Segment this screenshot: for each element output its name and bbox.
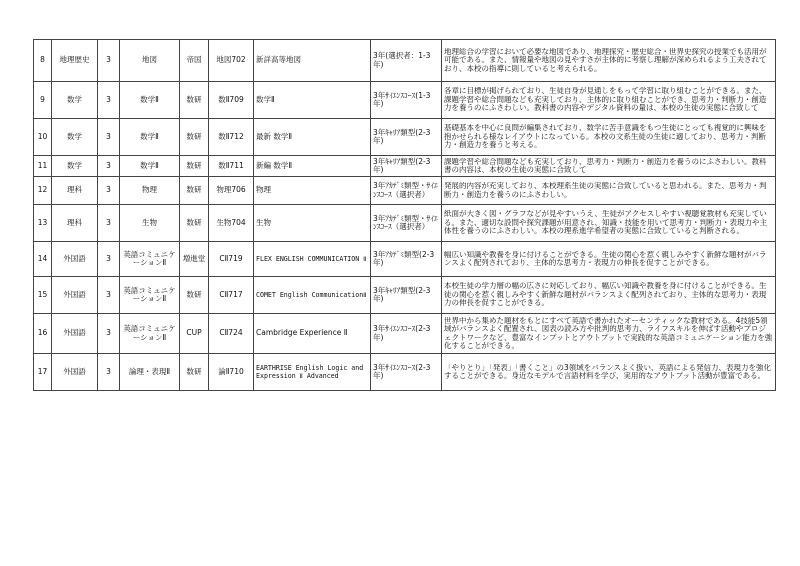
- row-number-text: 10: [37, 131, 48, 141]
- publisher-cell: [180, 242, 209, 277]
- subject-area-text: 外国語: [63, 366, 86, 376]
- grade-cell: [98, 354, 120, 391]
- textbook-code-text: 地図702: [216, 55, 246, 65]
- subject-area-cell: [52, 314, 98, 354]
- subject-text: 論理・表現Ⅱ: [128, 366, 171, 376]
- row-number-cell: [34, 156, 52, 177]
- subject-cell: [120, 119, 180, 156]
- textbook-code-text: 数Ⅱ712: [218, 131, 244, 141]
- selection-reason-text: 「やりとり」「発表」「書くこと」の3領域をバランスよく扱い、英語による発信力、表現力を強化することができる。身近なモデルで言語材料を学び、実用的なアウトプット活動が豊富である。: [444, 363, 772, 380]
- grade-text: 3: [106, 94, 111, 104]
- grade-text: 3: [106, 366, 111, 376]
- target-students-text: 3年ｱｶﾃﾞﾐ類型(2-3年): [373, 249, 435, 267]
- textbook-code-text: 数Ⅱ711: [218, 160, 244, 170]
- textbook-title-cell: [254, 314, 371, 354]
- textbook-code-text: 論Ⅱ710: [218, 366, 244, 376]
- row-number-text: 8: [40, 55, 45, 65]
- table-row: [34, 156, 776, 177]
- grade-cell: [98, 205, 120, 242]
- selection-reason-text: 紙面が大きく図・グラフなどが見やすいうえ、生徒がアクセスしやすい視聴覚教材も充実している。また、適切な設問や探究課題が用意され、知識・技能を用いて思考力・判断力・表現力や主体性を養うのにふさわしい。本校の理系進学希望者の実態に合致していると判断される。: [444, 210, 767, 236]
- table-row: [34, 314, 776, 354]
- selection-reason-cell: [442, 242, 776, 277]
- target-students-text: 3年ｱｶﾃﾞﾐ類型・ｻｲｴﾝｽｺｰｽ（選択者）: [373, 181, 438, 199]
- row-number-cell: [34, 205, 52, 242]
- publisher-text: 増進堂: [182, 253, 206, 263]
- grade-text: 3: [106, 328, 111, 338]
- subject-text: 地図: [142, 55, 157, 65]
- subject-area-cell: [52, 242, 98, 277]
- selection-reason-cell: [442, 40, 776, 82]
- row-number-text: 17: [37, 366, 48, 376]
- subject-area-text: 数学: [67, 94, 82, 104]
- textbook-title-cell: [254, 177, 371, 205]
- grade-cell: [98, 277, 120, 314]
- textbook-title-text: FLEX ENGLISH COMMUNICATION Ⅱ: [256, 254, 367, 263]
- textbook-title-cell: [254, 277, 371, 314]
- publisher-cell: [180, 119, 209, 156]
- target-students-cell: [371, 277, 442, 314]
- subject-text: 数学Ⅱ: [140, 131, 159, 141]
- subject-cell: [120, 242, 180, 277]
- row-number-text: 15: [37, 289, 48, 299]
- subject-text: 英語コミュニケーションⅡ: [123, 324, 176, 342]
- grade-cell: [98, 314, 120, 354]
- textbook-code-text: CⅡ724: [219, 328, 243, 338]
- selection-reason-text: 幅広い知識や教養を身に付けることができる。生徒の関心を惹く親しみやすく新鮮な題材がバランスよく配列されており、主体的な思考力・表現力の伸長を促すことができる。: [444, 250, 767, 267]
- subject-cell: [120, 156, 180, 177]
- grade-cell: [98, 242, 120, 277]
- textbook-title-cell: [254, 156, 371, 177]
- textbook-title-cell: [254, 40, 371, 82]
- textbook-code-cell: [209, 156, 254, 177]
- subject-cell: [120, 177, 180, 205]
- textbook-code-text: CⅡ719: [219, 253, 243, 263]
- table-row: [34, 40, 776, 82]
- selection-reason-cell: [442, 156, 776, 177]
- textbook-code-text: 数Ⅱ709: [218, 94, 244, 104]
- table-row: [34, 82, 776, 119]
- textbook-code-cell: [209, 354, 254, 391]
- grade-cell: [98, 40, 120, 82]
- table-row: [34, 205, 776, 242]
- subject-text: 数学Ⅱ: [140, 160, 159, 170]
- publisher-text: 数研: [186, 366, 202, 376]
- grade-cell: [98, 119, 120, 156]
- subject-area-text: 外国語: [63, 289, 86, 299]
- publisher-text: 数研: [186, 131, 202, 141]
- subject-area-cell: [52, 82, 98, 119]
- publisher-text: CUP: [186, 328, 202, 338]
- target-students-text: 3年ｷｬﾘｱ類型(2-3年): [373, 285, 431, 303]
- textbook-title-cell: [254, 119, 371, 156]
- table-row: [34, 119, 776, 156]
- table-row: [34, 354, 776, 391]
- subject-cell: [120, 82, 180, 119]
- grade-text: 3: [106, 55, 111, 65]
- selection-reason-cell: [442, 354, 776, 391]
- textbook-title-text: 数学Ⅱ: [256, 94, 275, 104]
- publisher-cell: [180, 40, 209, 82]
- target-students-cell: [371, 82, 442, 119]
- row-number-cell: [34, 177, 52, 205]
- subject-area-text: 数学: [67, 131, 82, 141]
- subject-area-cell: [52, 119, 98, 156]
- textbook-code-cell: [209, 277, 254, 314]
- target-students-cell: [371, 40, 442, 82]
- textbook-title-text: 最新 数学Ⅱ: [256, 131, 293, 141]
- subject-area-cell: [52, 277, 98, 314]
- selection-reason-text: 世界中から集めた題材をもとにすべて英語で書かれたオーセンティックな教材である。4技能5領域がバランスよく配置され、図表の読み方や批判的思考力、ライフスキルを伸ばす活動やプロジェクトワークなど、豊富なインプットとアウトプットで実践的な英語コミュニケーション能力を強化することができる。: [444, 316, 773, 350]
- textbook-title-cell: [254, 205, 371, 242]
- table-body: [34, 40, 776, 391]
- textbook-title-text: COMET English CommunicationⅡ: [256, 290, 367, 299]
- publisher-cell: [180, 277, 209, 314]
- subject-area-text: 地理歴史: [59, 55, 90, 65]
- publisher-text: 数研: [186, 94, 202, 104]
- target-students-cell: [371, 177, 442, 205]
- grade-cell: [98, 82, 120, 119]
- selection-reason-cell: [442, 82, 776, 119]
- publisher-cell: [180, 354, 209, 391]
- selection-reason-text: 本校生徒の学力層の幅の広さに対応しており、幅広い知識や教養を身に付けることができる。生徒の関心を惹く親しみやすく新鮮な題材がバランスよく配列されており、主体的な思考力・表現力の伸長を促すことができる。: [444, 282, 767, 308]
- publisher-cell: [180, 205, 209, 242]
- row-number-cell: [34, 277, 52, 314]
- subject-area-text: 理科: [67, 185, 82, 195]
- textbook-code-cell: [209, 177, 254, 205]
- target-students-cell: [371, 119, 442, 156]
- subject-area-cell: [52, 156, 98, 177]
- target-students-cell: [371, 205, 442, 242]
- publisher-text: 数研: [186, 185, 202, 195]
- publisher-cell: [180, 177, 209, 205]
- grade-text: 3: [106, 289, 111, 299]
- textbook-code-text: CⅡ717: [219, 289, 243, 299]
- subject-area-cell: [52, 205, 98, 242]
- textbook-code-cell: [209, 205, 254, 242]
- target-students-text: 3年(選択者：1-3年): [373, 51, 431, 69]
- row-number-text: 14: [37, 253, 48, 263]
- row-number-text: 16: [37, 328, 48, 338]
- table-row: [34, 242, 776, 277]
- target-students-cell: [371, 354, 442, 391]
- publisher-text: 数研: [186, 160, 202, 170]
- target-students-text: 3年ｻｲｴﾝｽｺｰｽ(2-3年): [373, 324, 431, 342]
- target-students-cell: [371, 156, 442, 177]
- textbook-code-text: 物理706: [216, 185, 246, 195]
- textbook-title-text: 新編 数学Ⅱ: [256, 160, 293, 170]
- subject-cell: [120, 314, 180, 354]
- subject-text: 英語コミュニケーションⅡ: [123, 285, 176, 303]
- textbook-code-cell: [209, 242, 254, 277]
- textbook-title-text: 生物: [256, 217, 271, 227]
- grade-text: 3: [106, 131, 111, 141]
- row-number-text: 9: [40, 94, 45, 104]
- selection-reason-cell: [442, 205, 776, 242]
- textbook-title-cell: [254, 242, 371, 277]
- subject-area-cell: [52, 177, 98, 205]
- selection-reason-cell: [442, 119, 776, 156]
- subject-text: 数学Ⅱ: [140, 94, 159, 104]
- subject-area-text: 外国語: [63, 253, 86, 263]
- selection-reason-text: 各章に目標が掲げられており、生徒自身が見通しをもって学習に取り組むことができる。また、課題学習や総合問題なども充実しており、主体的に取り組むことができ、思考力・判断力・創造力を養うのにふさわしい。教科書の内容やデジタル資料の量は、本校の生徒の実態に合致して: [444, 87, 767, 113]
- row-number-cell: [34, 40, 52, 82]
- grade-text: 3: [106, 185, 111, 195]
- target-students-text: 3年ｻｲｴﾝｽｺｰｽ(1-3年): [373, 90, 431, 108]
- row-number-text: 13: [37, 217, 48, 227]
- publisher-text: 数研: [186, 289, 202, 299]
- selection-reason-text: 発展的内容が充実しており、本校理系生徒の実態に合致していると思われる。また、思考力・判断力・創造力を養うのにふさわしい。: [444, 182, 767, 199]
- selection-reason-text: 地理総合の学習において必要な地図であり、地理探究・歴史総合・世界史探究の授業でも活用が可能である。また、情報量や地図の見やすさが主体的に考察し理解が深められるよう工夫されており、本校の指導に則していると考えられる。: [444, 47, 767, 73]
- publisher-cell: [180, 82, 209, 119]
- row-number-cell: [34, 314, 52, 354]
- textbook-code-cell: [209, 40, 254, 82]
- selection-reason-text: 基礎基本を中心に良問が編集されており、数学に苦手意識をもつ生徒にとっても視覚的に興味を抱かせられる様なレイアウトになっている。本校の文系生徒の生徒に適しており、思考力・判断力・創造力を養うと考える。: [444, 124, 767, 150]
- textbook-title-text: EARTHRISE English Logic and Expression Ⅱ Advanced: [256, 363, 364, 380]
- subject-text: 物理: [142, 185, 157, 195]
- textbook-title-text: 新詳高等地図: [256, 55, 301, 65]
- subject-cell: [120, 205, 180, 242]
- selection-reason-cell: [442, 314, 776, 354]
- publisher-text: 帝国: [186, 55, 202, 65]
- target-students-cell: [371, 242, 442, 277]
- textbook-code-text: 生物704: [216, 217, 246, 227]
- textbook-title-text: 物理: [256, 185, 271, 195]
- selection-reason-cell: [442, 277, 776, 314]
- textbook-title-cell: [254, 82, 371, 119]
- textbook-code-cell: [209, 82, 254, 119]
- subject-area-text: 外国語: [63, 328, 86, 338]
- target-students-text: 3年ｷｬﾘｱ類型(2-3年): [373, 127, 431, 145]
- grade-text: 3: [106, 253, 111, 263]
- row-number-cell: [34, 242, 52, 277]
- grade-text: 3: [106, 217, 111, 227]
- textbook-selection-table: [33, 39, 776, 391]
- subject-area-cell: [52, 40, 98, 82]
- textbook-title-cell: [254, 354, 371, 391]
- publisher-cell: [180, 156, 209, 177]
- subject-text: 英語コミュニケーションⅡ: [123, 249, 176, 267]
- subject-text: 生物: [142, 217, 157, 227]
- table-row: [34, 277, 776, 314]
- subject-area-text: 数学: [67, 160, 82, 170]
- textbook-code-cell: [209, 314, 254, 354]
- row-number-cell: [34, 82, 52, 119]
- target-students-text: 3年ｱｶﾃﾞﾐ類型・ｻｲｴﾝｽｺｰｽ（選択者）: [373, 213, 438, 231]
- target-students-text: 3年ｷｬﾘｱ類型(2-3年): [373, 156, 431, 174]
- row-number-cell: [34, 119, 52, 156]
- grade-text: 3: [106, 160, 111, 170]
- textbook-code-cell: [209, 119, 254, 156]
- subject-area-text: 理科: [67, 217, 82, 227]
- subject-cell: [120, 40, 180, 82]
- grade-cell: [98, 177, 120, 205]
- subject-cell: [120, 277, 180, 314]
- grade-cell: [98, 156, 120, 177]
- subject-cell: [120, 354, 180, 391]
- selection-reason-text: 課題学習や総合問題なども充実しており、思考力・判断力・創造力を養うのにふさわしい。教科書の内容は、本校の生徒の実態に合致して: [444, 157, 767, 174]
- publisher-cell: [180, 314, 209, 354]
- row-number-cell: [34, 354, 52, 391]
- publisher-text: 数研: [186, 217, 202, 227]
- selection-reason-cell: [442, 177, 776, 205]
- row-number-text: 12: [37, 185, 48, 195]
- subject-area-cell: [52, 354, 98, 391]
- target-students-cell: [371, 314, 442, 354]
- table-row: [34, 177, 776, 205]
- row-number-text: 11: [37, 160, 48, 170]
- textbook-title-text: Cambridge Experience Ⅱ: [256, 328, 348, 338]
- target-students-text: 3年ｻｲｴﾝｽｺｰｽ(2-3年): [373, 362, 431, 380]
